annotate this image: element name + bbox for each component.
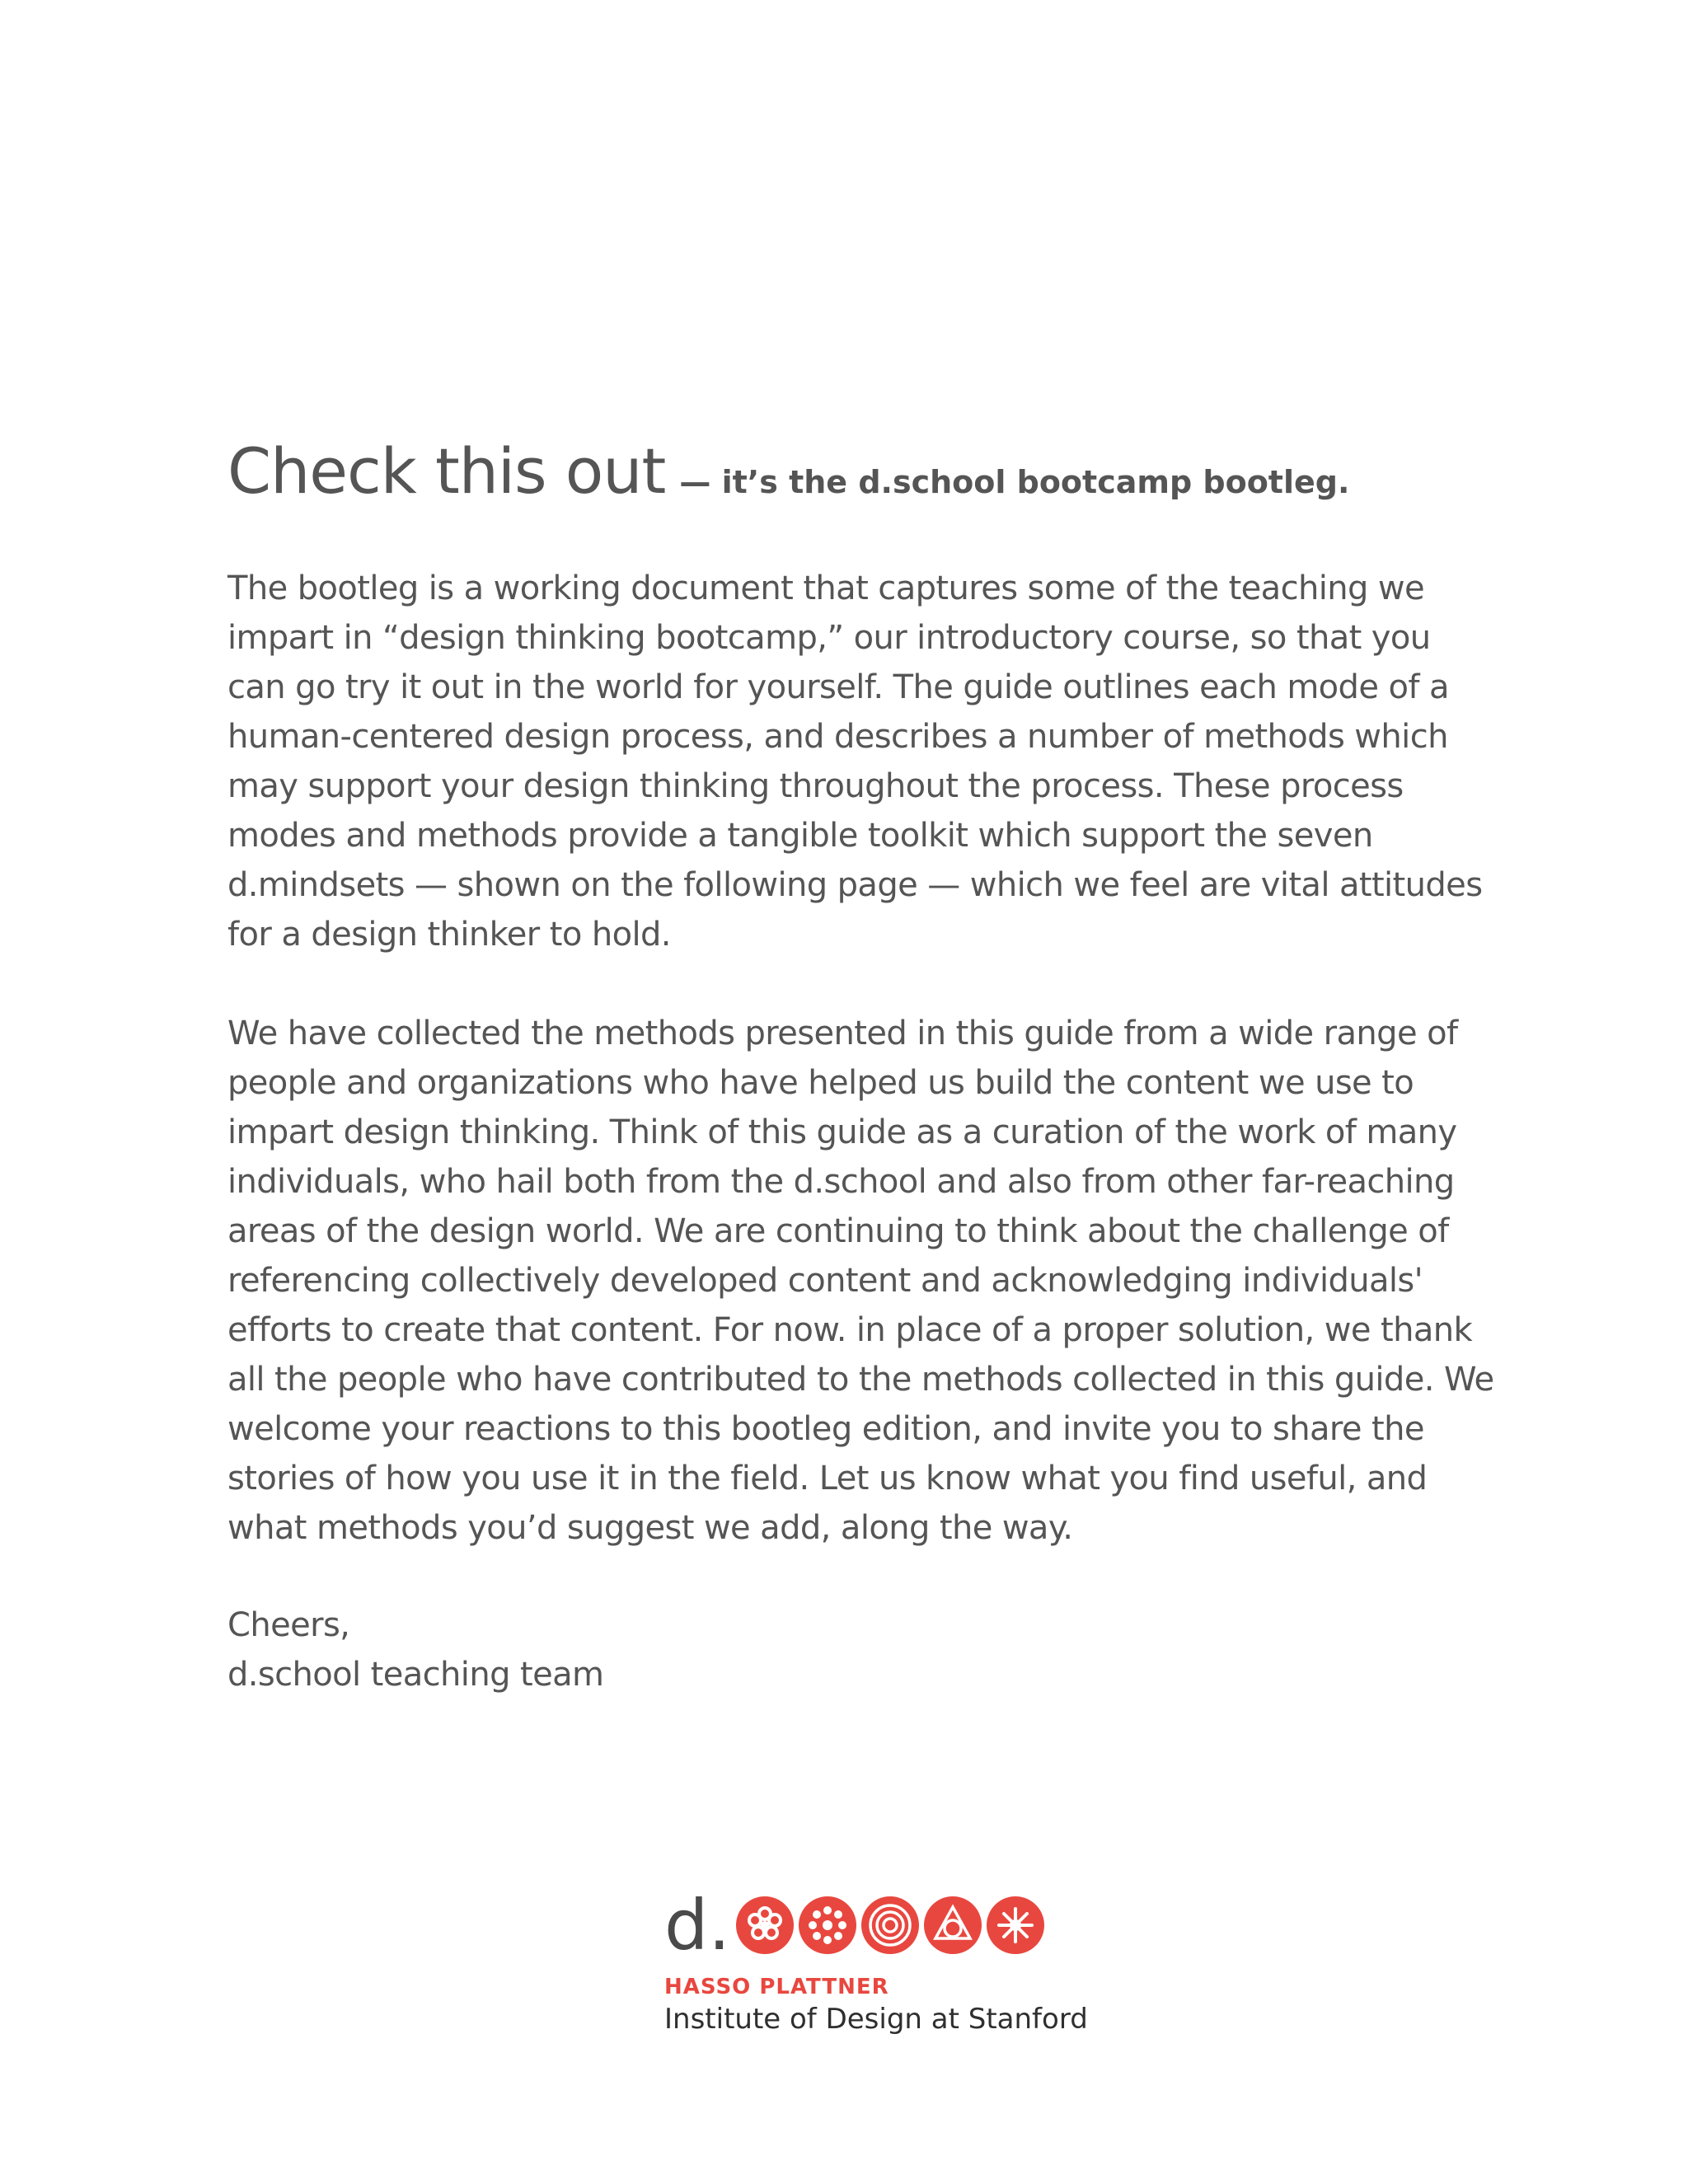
- dots-circle-icon: [798, 1896, 857, 1955]
- logo-mark-row: [664, 1885, 1076, 1966]
- methods-paragraph: We have collected the methods presented in this guide from a wide range of people and organizations who have helped us build the content we use to impart design thinking. Think of this guide as a curation of the work of many individuals, who hail both from the d.school and also from other far-reaching areas of the design world. We are continuing to think about the challenge of referencing collectively developed content and acknowledging individuals' efforts to create that content. For now. in place of a proper solution, we thank all the people who have contributed to the methods collected in this guide. We welcome your reactions to this bootleg edition, and invite you to share the stories of how you use it in the field. Let us know what you find useful, and what methods you’d suggest we add, along the way.: [227, 1014, 1494, 1547]
- headline: [227, 434, 1497, 508]
- signoff: [227, 1601, 1497, 1699]
- logo-institute-name: Institute of Design at Stanford: [664, 2003, 1088, 2036]
- flower-circle-icon: [735, 1896, 795, 1955]
- triangle-knot-circle-icon: [923, 1896, 982, 1955]
- headline-subtitle: — it’s the d.school bootcamp bootleg.: [679, 464, 1350, 500]
- starburst-circle-icon: [986, 1896, 1045, 1955]
- target-circle-icon: [860, 1896, 920, 1955]
- intro-paragraph: The bootleg is a working document that captures some of the teaching we impart in “design thinking bootcamp,” our introductory course, so that you can go try it out in the world for yourself. The guide outlines each mode of a human-centered design process, and describes a number of methods which may support your design thinking throughout the process. These process modes and methods provide a tangible toolkit which support the seven d.mindsets — shown on the following page — which we feel are vital attitudes for a design thinker to hold.: [227, 569, 1483, 954]
- logo-org-name: HASSO PLATTNER: [664, 1975, 889, 1999]
- headline-title: Check this out: [227, 434, 666, 508]
- logo-circles: [735, 1896, 1045, 1955]
- dschool-logo: [664, 1885, 1088, 2036]
- logo-d-mark: d.: [664, 1885, 731, 1966]
- signoff-signature: d.school teaching team: [227, 1655, 604, 1694]
- document-page: [227, 434, 1497, 1699]
- signoff-greeting: Cheers,: [227, 1605, 350, 1644]
